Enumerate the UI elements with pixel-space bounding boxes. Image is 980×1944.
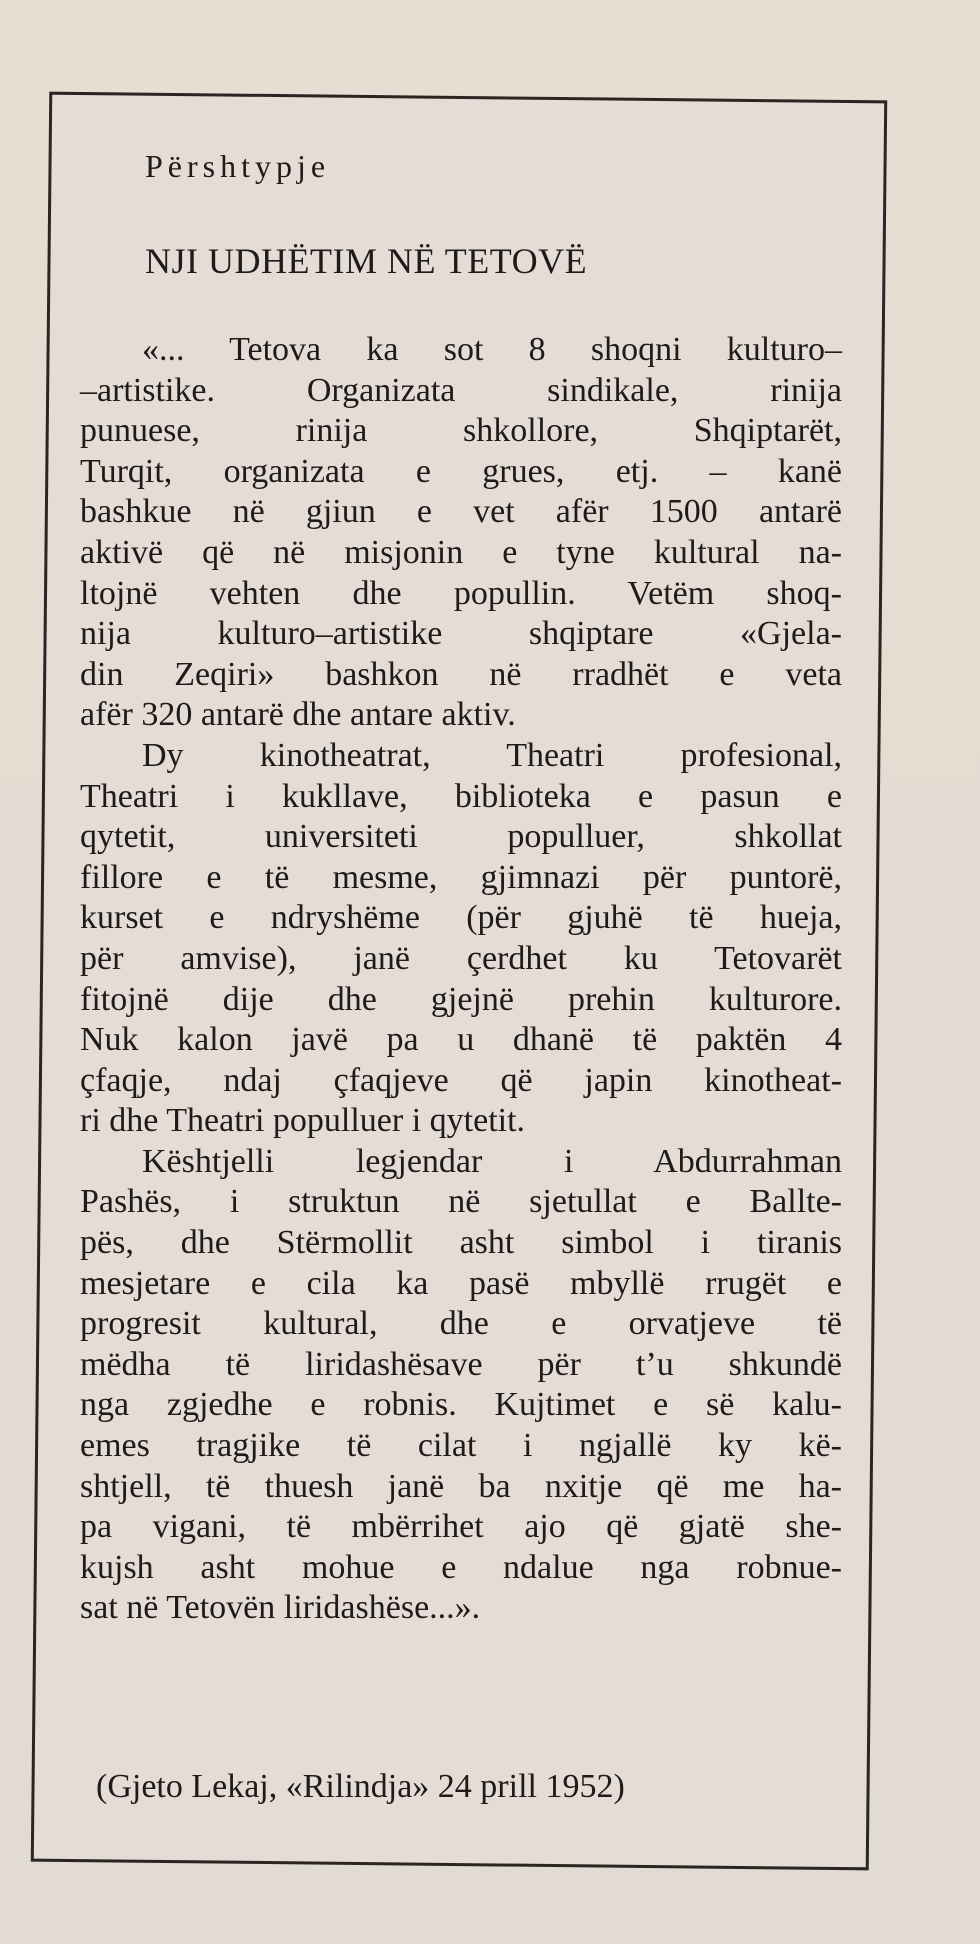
- article-body: [80, 330, 842, 1629]
- text-line: –artistike. Organizata sindikale, rinija: [80, 371, 842, 409]
- text-line: Kështjelli legjendar i Abdurrahman: [142, 1142, 842, 1180]
- text-line: fillore e të mesme, gjimnazi për puntorë,: [80, 858, 842, 896]
- text-line: aktivë që në misjonin e tyne kultural na-: [80, 533, 842, 571]
- text-line: çfaqje, ndaj çfaqjeve që japin kinotheat-: [80, 1061, 842, 1099]
- text-line: fitojnë dije dhe gjejnë prehin kulturore.: [80, 980, 842, 1018]
- text-line: nija kulturo–artistike shqiptare «Gjela-: [80, 615, 842, 653]
- text-line: qytetit, universiteti populluer, shkollat: [80, 818, 842, 856]
- text-line: «... Tetova ka sot 8 shoqni kulturo–: [142, 331, 842, 368]
- text-line: pës, dhe Stërmollit asht simbol i tiranis: [80, 1224, 842, 1262]
- text-line: Pashës, i struktun në sjetullat e Ballte-: [80, 1183, 842, 1221]
- paragraph: [80, 1142, 842, 1629]
- text-line: kurset e ndryshëme (për gjuhë të hueja,: [80, 899, 842, 937]
- text-line: mesjetare e cila ka pasë mbyllë rrugët e: [80, 1264, 842, 1302]
- text-line: din Zeqiri» bashkon në rradhët e veta: [80, 655, 842, 693]
- text-line: mëdha të liridashësave për t’u shkundë: [80, 1345, 842, 1383]
- paragraph: [80, 330, 842, 736]
- section-kicker: Përshtypje: [145, 148, 331, 184]
- text-line: Turqit, organizata e grues, etj. – kanë: [80, 452, 842, 490]
- text-line: bashkue në gjiun e vet afër 1500 antarë: [80, 493, 842, 531]
- text-line: pa vigani, të mbërrihet ajo që gjatë she-: [80, 1508, 842, 1546]
- text-line: Theatri i kukllave, biblioteka e pasun e: [80, 777, 842, 815]
- text-line: sat në Tetovën liridashëse...».: [80, 1589, 481, 1627]
- text-line: për amvise), janë çerdhet ku Tetovarët: [80, 939, 842, 977]
- text-line: afër 320 antarë dhe antare aktiv.: [80, 696, 516, 734]
- text-line: ri dhe Theatri populluer i qytetit.: [80, 1102, 526, 1140]
- text-line: Dy kinotheatrat, Theatri profesional,: [142, 736, 842, 774]
- text-line: nga zgjedhe e robnis. Kujtimet e së kalu-: [80, 1386, 842, 1424]
- text-line: punuese, rinija shkollore, Shqiptarët,: [80, 412, 842, 450]
- text-line: shtjell, të thuesh janë ba nxitje që me ha-: [80, 1467, 842, 1505]
- text-line: kujsh asht mohue e ndalue nga robnue-: [80, 1548, 842, 1586]
- source-citation: (Gjeto Lekaj, «Rilindja» 24 prill 1952): [96, 1768, 625, 1805]
- text-line: emes tragjike të cilat i ngjallë ky kë-: [80, 1427, 842, 1465]
- text-line: progresit kultural, dhe e orvatjeve të: [80, 1305, 842, 1343]
- paragraph: [80, 736, 842, 1142]
- article-title: NJI UDHËTIM NË TETOVË: [145, 241, 588, 281]
- text-line: Nuk kalon javë pa u dhanë të paktën 4: [80, 1021, 842, 1059]
- text-line: ltojnë vehten dhe popullin. Vetëm shoq-: [80, 574, 842, 612]
